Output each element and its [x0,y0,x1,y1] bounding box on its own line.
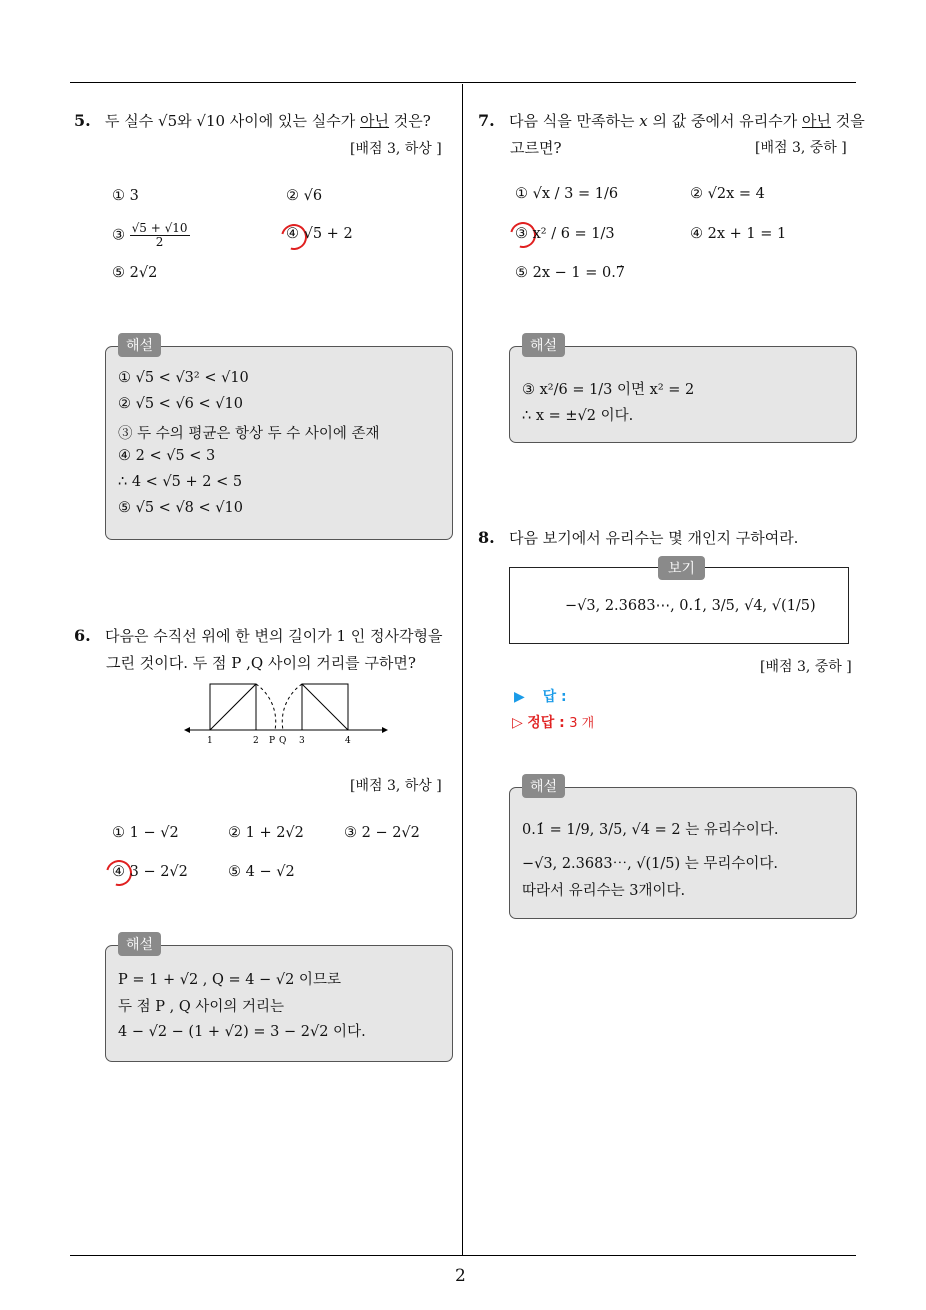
choice-4[interactable]: ④ 3 − 2√2 [112,864,188,880]
choice-2[interactable]: ② √6 [286,188,323,204]
tick-label: 2 [253,736,259,746]
choice-1[interactable]: ① √x / 3 = 1/6 [515,186,619,202]
number-line-figure [180,680,390,750]
solution-line: 따라서 유리수는 3개이다. [522,883,686,899]
solution-line: −√3, 2.3683⋯, √(1/5) 는 무리수이다. [522,856,779,872]
outline-play-icon: ▷ [512,715,523,731]
answer-label: 답 : [542,689,567,705]
tick-label: 4 [345,736,351,746]
choice-1[interactable]: ① 1 − √2 [112,825,179,841]
top-rule [70,82,856,83]
play-icon: ▶ [514,689,525,705]
bogi-tag: 보기 [658,556,705,580]
solution-tag: 해설 [522,774,565,798]
choice-1[interactable]: ① 3 [112,188,139,204]
question-text: 다음은 수직선 위에 한 변의 길이가 1 인 정사각형을 [105,627,443,645]
question-text-line2: 고르면? [510,139,562,157]
question-text-mid: 의 값 중에서 유리수가 [647,112,802,130]
question-text: 두 실수 √5와 √10 사이에 있는 실수가 [105,112,361,130]
answer-row [514,686,567,706]
bogi-content: −√3, 2.3683⋯, 0.1̇, 3/5, √4, √(1/5) [565,598,816,614]
choice-3[interactable]: ③ x² / 6 = 1/3 [515,226,615,242]
solution-line: 0.1̇ = 1/9, 3/5, √4 = 2 는 유리수이다. [522,822,779,838]
question-emphasis: 아닌 [360,112,390,130]
solution-tag: 해설 [118,333,161,357]
solution-line: ⑤ √5 < √8 < √10 [118,500,243,516]
solution-tag: 해설 [118,932,161,956]
score-label: [배점 3, 하상 ] [350,778,442,794]
question-5 [74,110,431,131]
page-number: 2 [455,1266,466,1286]
question-text-line2: 그린 것이다. 두 점 P ,Q 사이의 거리를 구하면? [106,654,416,672]
solution-tag: 해설 [522,333,565,357]
question-8 [478,527,798,548]
choice-5[interactable]: ⑤ 4 − √2 [228,864,295,880]
question-text: 다음 식을 만족하는 [509,112,640,130]
choice-3[interactable]: ③ 2 − 2√2 [344,825,420,841]
solution-line: 두 점 P , Q 사이의 거리는 [118,999,284,1015]
score-label: [배점 3, 중하 ] [755,140,847,156]
tick-label: 1 [207,736,213,746]
solution-line: ∴ x = ±√2 이다. [522,408,634,424]
choice-2[interactable]: ② √2x = 4 [690,186,765,202]
choice-2[interactable]: ② 1 + 2√2 [228,825,304,841]
question-7 [478,110,865,131]
score-label: [배점 3, 중하 ] [760,659,852,675]
solution-line: P = 1 + √2 , Q = 4 − √2 이므로 [118,972,341,988]
solution-line: ③ x²/6 = 1/3 이면 x² = 2 [522,382,695,398]
variable-x: x [639,112,648,130]
column-divider [462,84,463,1256]
question-text: 다음 보기에서 유리수는 몇 개인지 구하여라. [509,529,799,547]
choice-3[interactable]: ③ $\frac{√5 + √10}{2}$ [112,221,188,249]
solution-line: ③ 두 수의 평균은 항상 두 수 사이에 존재 [118,426,380,442]
correct-row [512,712,594,732]
question-number: 7. [478,111,495,130]
question-text-end: 것을 [830,112,865,130]
solution-line: ④ 2 < √5 < 3 [118,448,216,464]
choice-5[interactable]: ⑤ 2√2 [112,265,158,281]
question-6 [74,625,443,646]
tick-label: 3 [299,736,305,746]
choice-4[interactable]: ④ √5 + 2 [286,226,353,242]
fraction: $\frac{√5 + √10}{2}$ [131,221,188,249]
question-number: 5. [74,111,91,130]
question-number: 6. [74,626,91,645]
choice-5[interactable]: ⑤ 2x − 1 = 0.7̇ [515,265,626,281]
tick-label: P [269,736,276,746]
question-emphasis: 아닌 [801,112,831,130]
solution-line: ∴ 4 < √5 + 2 < 5 [118,474,243,490]
correct-value: 3 개 [569,716,595,731]
tick-label: Q [279,736,287,746]
correct-label: 정답 : [527,715,565,731]
solution-line: ② √5 < √6 < √10 [118,396,243,412]
solution-line: 4 − √2 − (1 + √2) = 3 − 2√2 이다. [118,1024,366,1040]
question-text-end: 것은? [389,112,431,130]
score-label: [배점 3, 하상 ] [350,141,442,157]
choice-4[interactable]: ④ 2x + 1 = 1 [690,226,787,242]
bottom-rule [70,1255,856,1256]
question-number: 8. [478,528,495,547]
solution-line: ① √5 < √3² < √10 [118,370,249,386]
